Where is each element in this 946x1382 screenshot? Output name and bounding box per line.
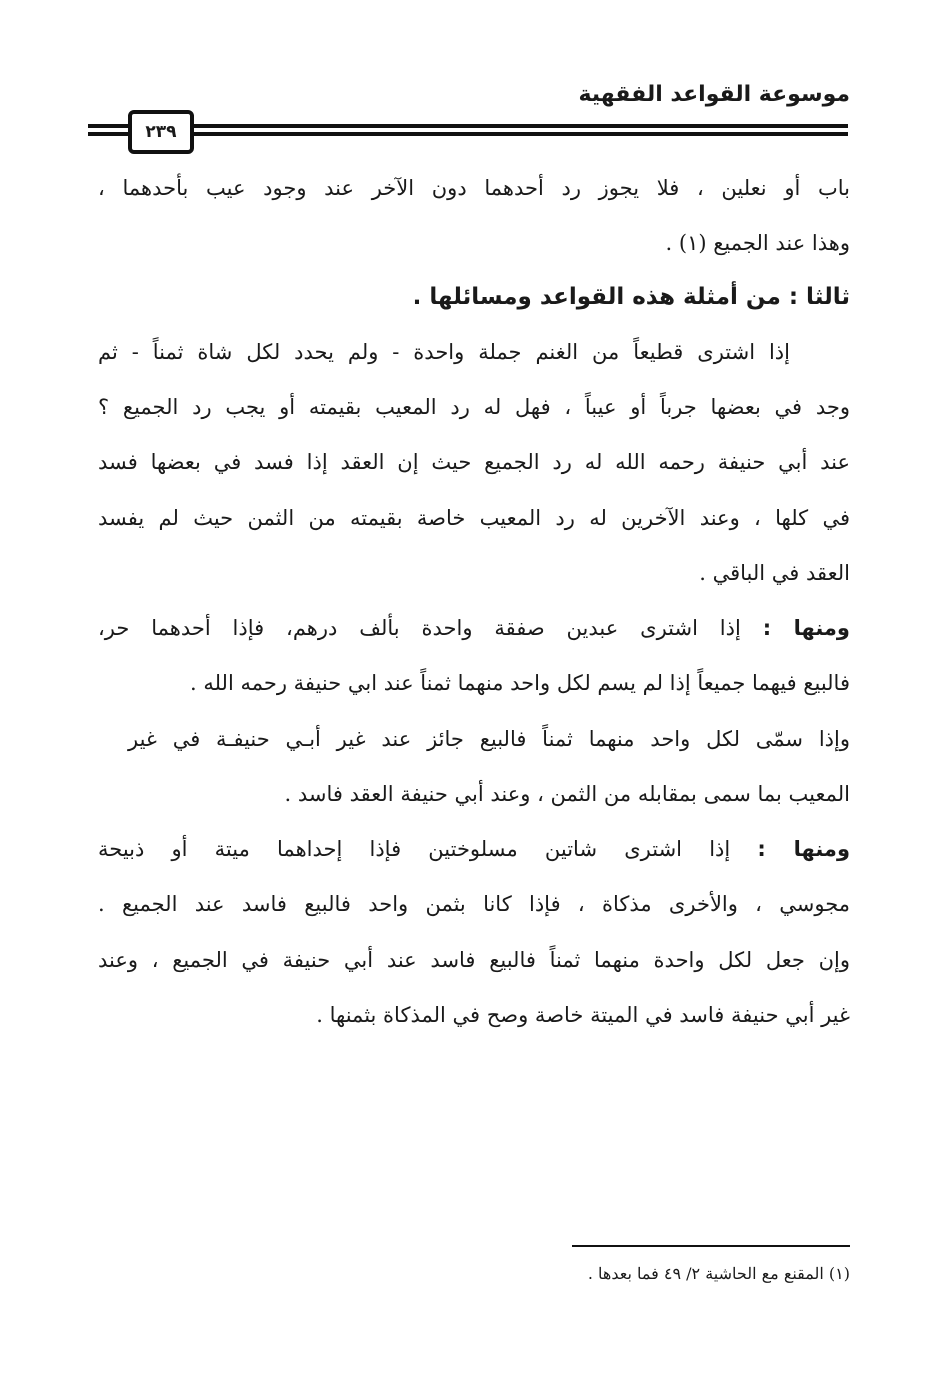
text-line: وإن جعل لكل واحدة منهما ثمناً فالبيع فاسد عند أبي حنيفة في الجميع ، وعند: [98, 948, 850, 972]
text-line: في كلها ، وعند الآخرين له رد المعيب خاصة بقيمته من الثمن حيث لم يفسد: [98, 506, 850, 530]
book-title: موسوعة القواعد الفقهية: [578, 82, 850, 107]
footnote-rule: [572, 1245, 850, 1247]
lead-word: ومنها :: [762, 616, 850, 640]
paragraph-line: [98, 613, 850, 643]
footnote: (١) المقنع مع الحاشية ٢/ ٤٩ فما بعدها .: [587, 1264, 850, 1283]
text-line: غير أبي حنيفة فاسد في الميتة خاصة وصح في المذكاة بثمنها .: [316, 1003, 850, 1027]
paragraph-line: [98, 834, 850, 864]
text-line: باب أو نعلين ، فلا يجوز رد أحدهما دون الآخر عند وجود عيب بأحدهما ،: [98, 176, 850, 200]
text-line: وإذا سمّى لكل واحد منهما ثمناً فالبيع جائز عند غير أبـي حنيفـة في غير: [128, 727, 850, 751]
header-rule-secondary: [88, 132, 848, 136]
text-span: إذا اشترى شاتين مسلوختين فإذا إحداهما ميتة أو ذبيحة: [98, 837, 731, 861]
header-rule: [88, 124, 848, 128]
text-line: وجد في بعضها جرباً أو عيباً ، فهل له رد المعيب بقيمته أو يجب رد الجميع ؟: [98, 395, 850, 419]
lead-word: ومنها :: [757, 837, 850, 861]
page-number-badge: ٢٣٩: [128, 110, 194, 154]
text-span: إذا اشترى عبدين صفقة واحدة بألف درهم، فإذا أحدهما حر،: [98, 616, 741, 640]
text-line: عند أبي حنيفة رحمه الله له رد الجميع حيث إن العقد إذا فسد في بعضها فسد: [98, 450, 850, 474]
text-line: مجوسي ، والأخرى مذكاة ، فإذا كانا بثمن واحد فالبيع فاسد عند الجميع .: [98, 892, 850, 916]
text-line: المعيب بما سمى بمقابله من الثمن ، وعند أبي حنيفة العقد فاسد .: [284, 782, 850, 806]
text-line: إذا اشترى قطيعاً من الغنم جملة واحدة - ولم يحدد لكل شاة ثمناً - ثم: [98, 340, 790, 364]
text-line: فالبيع فيهما جميعاً إذا لم يسم لكل واحد منهما ثمناً عند ابي حنيفة رحمه الله .: [189, 671, 850, 695]
section-heading: ثالثا : من أمثلة هذه القواعد ومسائلها .: [412, 284, 850, 310]
text-line: العقد في الباقي .: [699, 561, 850, 585]
text-line: وهذا عند الجميع (١) .: [665, 231, 850, 255]
